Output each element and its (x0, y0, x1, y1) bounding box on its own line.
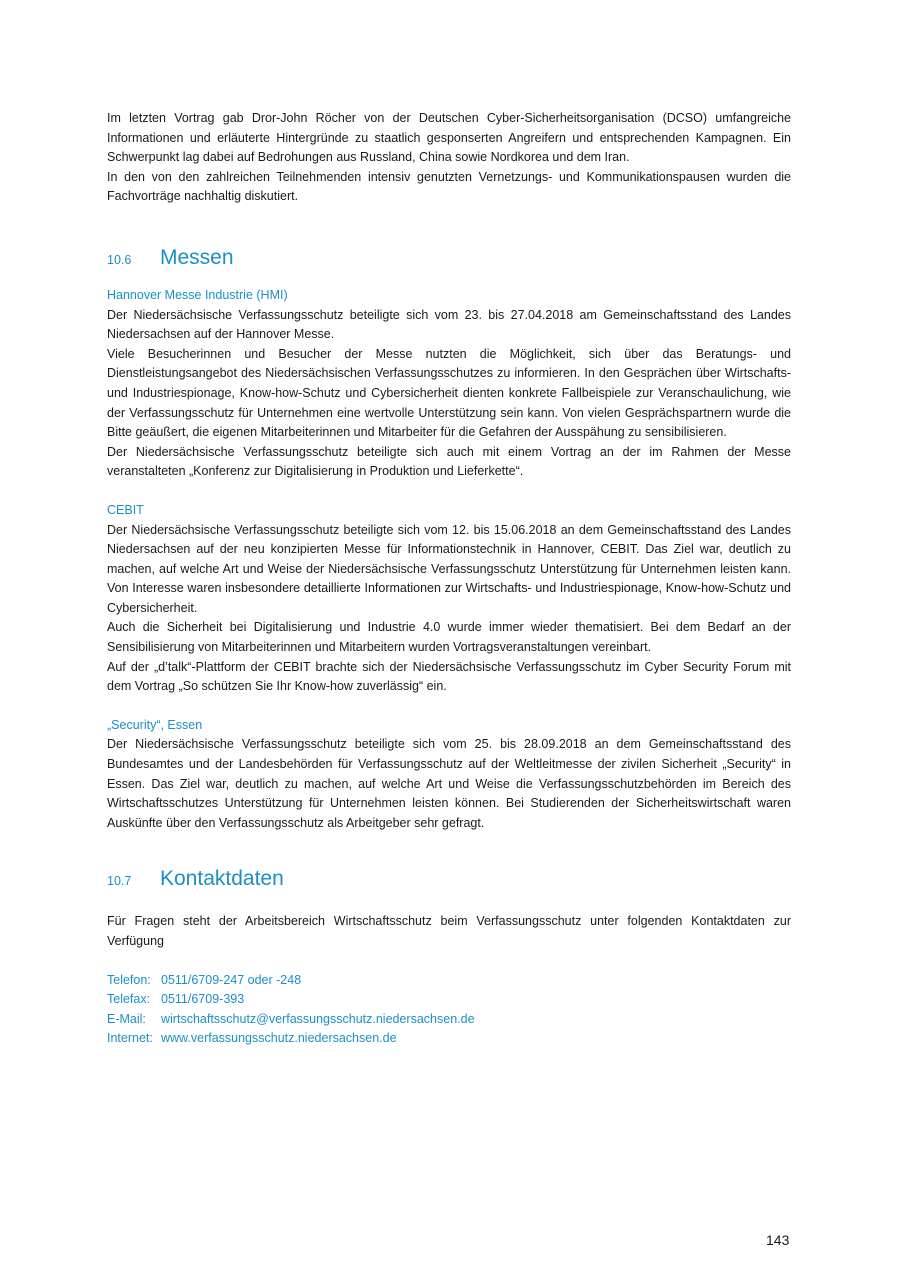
intro-paragraph-2: In den von den zahlreichen Teilnehmenden intensiv genutzten Vernetzungs- und Kommunikationspausen wurden die Fachvorträge nachhaltig diskutiert. (107, 169, 791, 204)
phone-value: 0511/6709-247 oder -248 (161, 972, 302, 987)
section-number: 10.6 (107, 252, 132, 267)
web-label: Internet: (107, 1031, 153, 1046)
email-label: E-Mail: (107, 1011, 146, 1026)
subheading-security: „Security“, Essen (107, 717, 203, 732)
web-link[interactable]: www.verfassungsschutz.niedersachsen.de (161, 1031, 397, 1046)
security-paragraph-1: Der Niedersächsische Verfassungsschutz beteiligte sich vom 25. bis 28.09.2018 an dem Gemeinschaftsstand des Bundesamtes und der Landesbehörden für Verfassungsschutz auf der Weltleitmesse der zivilen Sicherheit „Security“ in Essen. Das Ziel war, deutlich zu machen, auf welche Art und Weise die Verfassungsschutzbehörden im Bereich des Wirtschaftsschutzes Unterstützung für Unternehmen leisten können. Bei Studierenden der Sicherheitswirtschaft waren Auskünfte über den Verfassungsschutz als Arbeitgeber sehr gefragt. (107, 737, 791, 830)
intro-paragraph-1: Im letzten Vortrag gab Dror-John Röcher von der Deutschen Cyber-Sicherheitsorganisation (DCSO) umfangreiche Informationen und erläuterte Hintergründe zu staatlich gesponserten Angreifern und entsprechenden Kampagnen. Ein Schwerpunkt lag dabei auf Bedrohungen aus Russland, China sowie Nordkorea und dem Iran. (107, 111, 791, 165)
hmi-paragraph-2: Viele Besucherinnen und Besucher der Messe nutzten die Möglichkeit, sich über das Beratungs- und Dienstleistungsangebot des Niedersächsischen Verfassungsschutzes zu informieren. In den Gesprächen über Wirtschafts- und Industriespionage, Know-how-Schutz und Cybersicherheit dienten konkrete Fallbeispiele zur Veranschaulichung, wie der Verfassungsschutz für Unternehmen eine wertvolle Unterstützung sein kann. Von vielen Gesprächspartnern wurde die Bitte geäußert, die eigenen Mitarbeiterinnen und Mitarbeiter für die Gefahren der Ausspähung zu sensibilisieren. (107, 346, 791, 440)
section-number: 10.7 (107, 874, 132, 889)
section-heading-messen (107, 245, 791, 271)
subheading-hmi: Hannover Messe Industrie (HMI) (107, 287, 288, 302)
section-heading-kontakt (107, 866, 791, 892)
contact-row-fax (107, 990, 791, 1010)
cebit-paragraph-2: Auch die Sicherheit bei Digitalisierung und Industrie 4.0 wurde immer wieder thematisiert. Bei dem Bedarf an der Sensibilisierung von Mitarbeiterinnen und Mitarbeitern wurden Vortragsveranstaltungen vereinbart. (107, 620, 791, 655)
phone-label: Telefon: (107, 972, 151, 987)
hmi-paragraph-3: Der Niedersächsische Verfassungsschutz beteiligte sich auch mit einem Vortrag an der im Rahmen der Messe veranstalteten „Konferenz zur Digitalisierung in Produktion und Lieferkette“. (107, 444, 791, 479)
subheading-cebit: CEBIT (107, 502, 144, 517)
contact-row-phone (107, 971, 791, 991)
section-title: Messen (160, 245, 234, 269)
fax-label: Telefax: (107, 992, 151, 1007)
cebit-paragraph-3: Auf der „d’talk“-Plattform der CEBIT brachte sich der Niedersächsische Verfassungsschutz im Cyber Security Forum mit dem Vortrag „So schützen Sie Ihr Know-how zuverlässig“ ein. (107, 659, 791, 694)
contact-list (107, 971, 791, 1049)
hmi-paragraph-1: Der Niedersächsische Verfassungsschutz beteiligte sich vom 23. bis 27.04.2018 am Gemeinschaftsstand des Landes Niedersachsen auf der Hannover Messe. (107, 307, 791, 342)
kontakt-intro: Für Fragen steht der Arbeitsbereich Wirtschaftsschutz beim Verfassungsschutz unter folgenden Kontaktdaten zur Verfügung (107, 914, 791, 948)
page-number: 143 (766, 1232, 790, 1248)
email-link[interactable]: wirtschaftsschutz@verfassungsschutz.niedersachsen.de (161, 1011, 475, 1026)
section-title: Kontaktdaten (160, 867, 284, 891)
page-content (107, 109, 791, 1049)
cebit-paragraph-1: Der Niedersächsische Verfassungsschutz beteiligte sich vom 12. bis 15.06.2018 an dem Gemeinschaftsstand des Landes Niedersachsen auf der neu konzipierten Messe für Informationstechnik in Hannover, CEBIT. Das Ziel war, deutlich zu machen, auf welche Art und Weise der Niedersächsische Verfassungsschutz Unterstützung für Unternehmen leisten kann. Von Interesse waren insbesondere detaillierte Informationen zur Wirtschafts- und Industriespionage, Know-how-Schutz und Cybersicherheit. (107, 522, 791, 615)
contact-row-web (107, 1029, 791, 1049)
fax-value: 0511/6709-393 (161, 992, 245, 1007)
contact-row-email (107, 1010, 791, 1030)
